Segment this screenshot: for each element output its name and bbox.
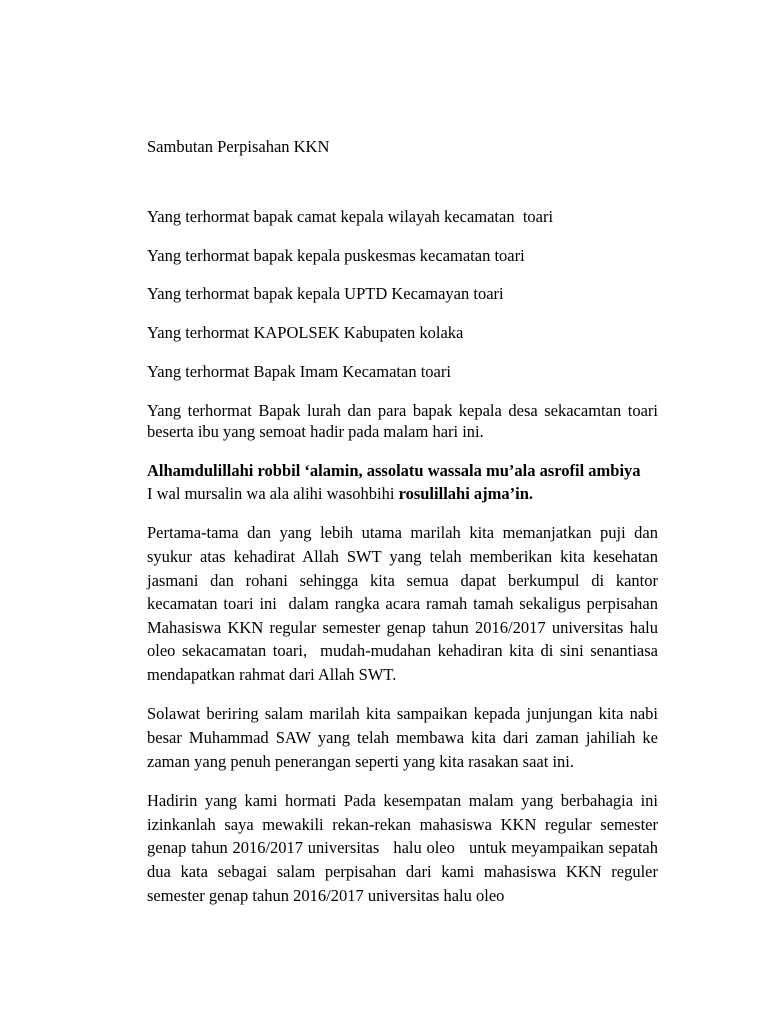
salutation-line-4: Yang terhormat KAPOLSEK Kabupaten kolaka (147, 323, 464, 343)
document-text-column (147, 136, 667, 907)
invocation-line-2-regular: I wal mursalin wa ala alihi wasohbihi (147, 484, 399, 504)
invocation-line-1: Alhamdulillahi robbil ‘alamin, assolatu wassala mu’ala asrofil ambiya (147, 461, 641, 481)
salutation-line-6: Yang terhormat Bapak lurah dan para bapak kepala desa sekacamtan toari beserta ibu yang semoat hadir pada malam hari ini. (147, 400, 663, 442)
salutation-line-1: Yang terhormat bapak camat kepala wilayah kecamatan toari (147, 206, 554, 226)
document-title: Sambutan Perpisahan KKN (147, 137, 330, 156)
body-paragraph-1: Pertama-tama dan yang lebih utama marilah kita memanjatkan puji dan syukur atas kehadirat Allah SWT yang telah memberikan kita kesehatan jasmani dan rohani sehingga kita semua dapat berkumpul di kantor kecamatan toari ini dalam rangka acara ramah tamah sekaligus perpisahan Mahasiswa KKN regular semester genap tahun 2016/2017 universitas halu oleo sekacamatan toari, mudah-mudahan kehadiran kita di sini senantiasa mendapatkan rahmat dari Allah SWT. (147, 523, 667, 684)
salutation-line-5: Yang terhormat Bapak Imam Kecamatan toari (147, 361, 451, 381)
invocation-paragraph (147, 459, 658, 505)
body-paragraph-2: Solawat beriring salam marilah kita sampaikan kepada junjungan kita nabi besar Muhammad SAW yang telah membawa kita dari zaman jahiliah ke zaman yang penuh penerangan seperti yang kita rasakan saat ini. (147, 704, 663, 771)
title-spacer (147, 158, 658, 206)
salutation-line-2: Yang terhormat bapak kepala puskesmas kecamatan toari (147, 245, 525, 265)
invocation-line-2 (147, 482, 658, 505)
body-paragraph-3: Hadirin yang kami hormati Pada kesempatan malam yang berbahagia ini izinkanlah saya mewakili rekan-rekan mahasiswa KKN regular semester genap tahun 2016/2017 universitas halu oleo untuk meyampaikan sepatah dua kata sebagai salam perpisahan dari kami mahasiswa KKN reguler semester genap tahun 2016/2017 universitas halu oleo (147, 791, 663, 905)
salutation-line-3: Yang terhormat bapak kepala UPTD Kecamayan toari (147, 284, 504, 304)
invocation-line-2-bold: rosulillahi ajma’in. (398, 484, 534, 504)
